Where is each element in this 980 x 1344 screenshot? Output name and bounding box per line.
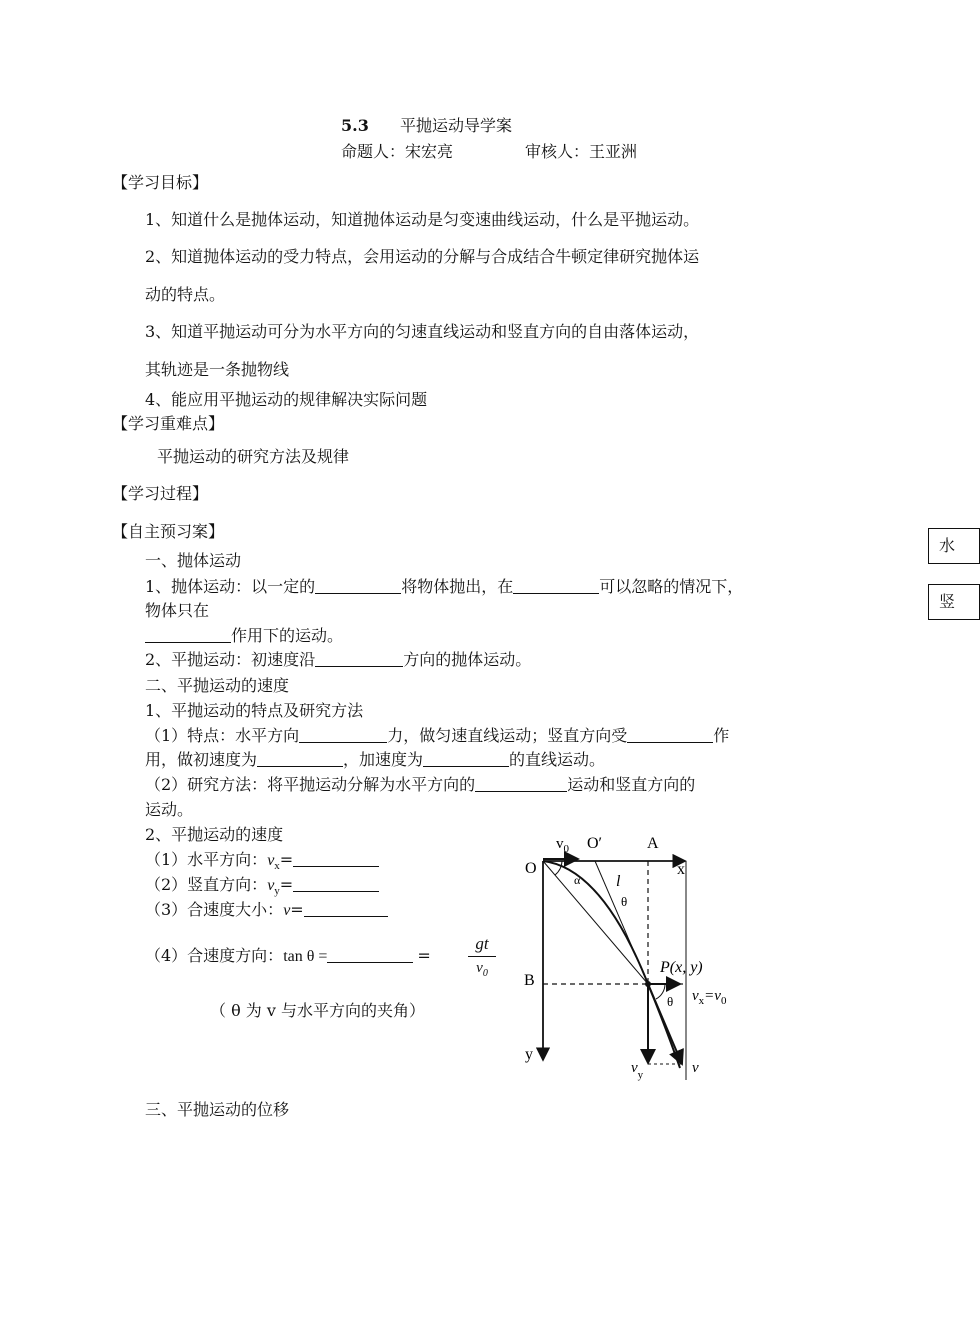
fill-blank[interactable] [423,751,509,767]
feature-line2: 用，做初速度为 ，加速度为 的直线运动。 [145,750,606,769]
goal-item: 4、能应用平抛运动的规律解决实际问题 [145,390,428,409]
fill-blank[interactable] [315,578,401,594]
part1-line4: 2、平抛运动：初速度沿 方向的抛体运动。 [145,650,532,669]
fill-blank[interactable] [627,727,713,743]
process-heading: 【学习过程】 [112,484,209,503]
label-v: v [692,1060,699,1076]
label-vy: $v_y$ [631,1060,644,1081]
fill-blank[interactable] [293,851,379,867]
displacement-line [543,861,648,984]
goal-item: 3、知道平抛运动可分为水平方向的匀速直线运动和竖直方向的自由落体运动， [145,322,700,341]
part2-heading: 二、平抛运动的速度 [145,676,290,695]
part1-line3: 作用下的运动。 [145,626,343,646]
label-p: P(x, y) [660,959,703,976]
theta-arc [656,984,665,999]
fill-blank[interactable] [475,776,567,792]
part1-line2: 物体只在 [145,601,210,620]
label-a: A [647,835,659,852]
goal-item: 动的特点。 [145,285,226,304]
key-text: 平抛运动的研究方法及规律 [157,447,350,466]
horizontal-velocity-line: （1）水平方向：$v_x=$ [145,850,379,876]
label-alpha: α [574,873,581,887]
angle-note: （ θ 为 v 与水平方向的夹角） [210,1001,426,1020]
label-x: x [677,861,685,878]
fill-blank[interactable] [299,727,387,743]
fill-blank[interactable] [327,947,413,963]
page-title: 平抛运动导学案 [400,116,513,135]
label-vx: $v_x=v_0$ [692,988,727,1007]
fill-blank[interactable] [315,651,403,667]
label-v0: $v_0$ [556,836,569,855]
tangent-line [595,861,648,984]
projectile-diagram [510,828,760,1088]
fill-blank[interactable] [145,627,231,643]
label-b: B [524,972,535,989]
goal-item: 1、知道什么是抛体运动，知道抛体运动是匀变速曲线运动，什么是平抛运动。 [145,210,700,229]
method-line1: （2）研究方法：将平抛运动分解为水平方向的 运动和竖直方向的 [145,775,696,794]
part1-line1: 1、抛体运动：以一定的 将物体抛出，在 可以忽略的情况下， [145,577,744,596]
preview-heading: 【自主预习案】 [112,522,225,541]
part2-sub2: 2、平抛运动的速度 [145,825,284,844]
label-o-prime: O′ [587,835,603,852]
label-l: l [616,873,621,890]
label-o: O [525,860,537,877]
goals-heading: 【学习目标】 [112,173,209,192]
resultant-speed-line: （3）合速度大小：v= [145,900,388,921]
v-arrow [648,984,682,1064]
feature-line1: （1）特点：水平方向 力，做匀速直线运动；竖直方向受 作 [145,726,730,745]
goal-item: 2、知道抛体运动的受力特点，会用运动的分解与合成结合牛顿定律研究抛体运 [145,247,700,266]
goal-item: 其轨迹是一条抛物线 [145,360,290,379]
author-line: 命题人：宋宏亮 [341,142,454,161]
velocity-fraction: gt $v_0$ [468,934,496,983]
reviewer-line: 审核人：王亚洲 [525,142,638,161]
fill-blank[interactable] [293,876,379,892]
edge-box-horizontal: 水 [928,528,980,564]
fill-blank[interactable] [304,901,388,917]
part2-sub1: 1、平抛运动的特点及研究方法 [145,701,364,720]
label-y: y [525,1046,533,1063]
fill-blank[interactable] [513,578,599,594]
fill-blank[interactable] [257,751,343,767]
label-theta-bottom: θ [667,994,674,1009]
vertical-velocity-line: （2）竖直方向：$v_y=$ [145,875,379,901]
direction-line: （4）合速度方向：tan θ = = [145,946,431,965]
method-line2: 运动。 [145,800,194,819]
part1-heading: 一、抛体运动 [145,551,242,570]
section-number: 5.3 [341,116,369,135]
key-heading: 【学习重难点】 [112,414,225,433]
label-theta-top: θ [621,894,628,909]
part3-heading: 三、平抛运动的位移 [145,1100,290,1119]
edge-box-vertical: 竖 [928,584,980,620]
